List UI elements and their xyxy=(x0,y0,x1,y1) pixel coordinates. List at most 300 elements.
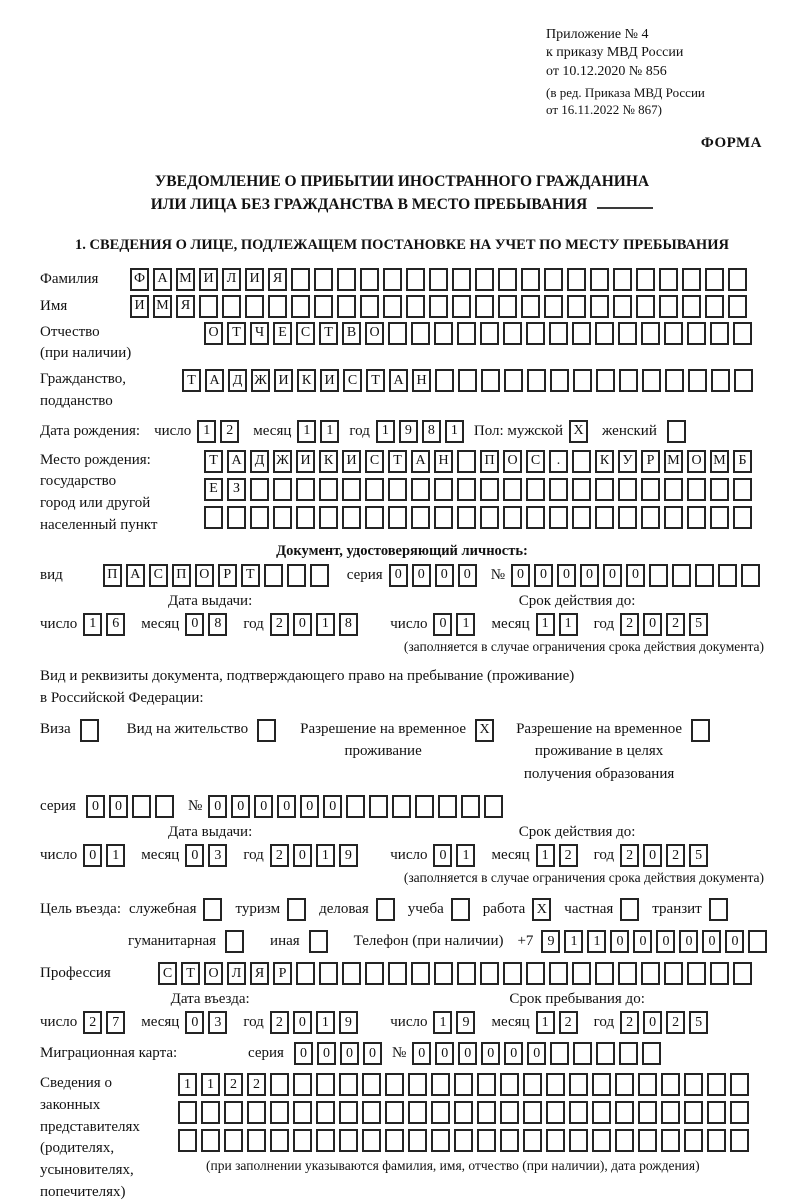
char-box[interactable] xyxy=(620,898,639,921)
char-box[interactable]: 8 xyxy=(422,420,441,443)
char-box[interactable] xyxy=(431,1129,450,1152)
temp-residence-education-checkbox[interactable] xyxy=(691,719,714,742)
char-box[interactable]: 1 xyxy=(445,420,464,443)
char-box[interactable]: 0 xyxy=(580,564,599,587)
char-box[interactable] xyxy=(664,322,683,345)
char-box[interactable] xyxy=(710,478,729,501)
char-box[interactable]: 0 xyxy=(603,564,622,587)
char-box[interactable] xyxy=(475,295,494,318)
char-box[interactable]: 6 xyxy=(106,613,125,636)
char-box[interactable] xyxy=(385,1073,404,1096)
char-box[interactable]: 1 xyxy=(320,420,339,443)
char-box[interactable] xyxy=(569,1073,588,1096)
char-box[interactable] xyxy=(287,898,306,921)
char-box[interactable]: 2 xyxy=(666,844,685,867)
char-box[interactable]: 1 xyxy=(316,613,335,636)
char-box[interactable] xyxy=(500,1101,519,1124)
char-box[interactable]: 0 xyxy=(458,564,477,587)
char-box[interactable] xyxy=(728,268,747,291)
char-box[interactable] xyxy=(544,295,563,318)
doc-issue-month-boxes[interactable] xyxy=(185,613,231,636)
char-box[interactable]: 2 xyxy=(666,1011,685,1034)
char-box[interactable] xyxy=(342,962,361,985)
representatives-row3-boxes[interactable] xyxy=(178,1129,753,1152)
char-box[interactable] xyxy=(477,1129,496,1152)
char-box[interactable]: И xyxy=(245,268,264,291)
char-box[interactable] xyxy=(592,1073,611,1096)
char-box[interactable]: 0 xyxy=(293,1011,312,1034)
char-box[interactable] xyxy=(550,369,569,392)
char-box[interactable] xyxy=(264,564,283,587)
char-box[interactable]: Ж xyxy=(251,369,270,392)
char-box[interactable] xyxy=(619,369,638,392)
char-box[interactable]: . xyxy=(549,450,568,473)
char-box[interactable]: 0 xyxy=(293,844,312,867)
char-box[interactable] xyxy=(667,420,686,443)
char-box[interactable]: Ф xyxy=(130,268,149,291)
char-box[interactable] xyxy=(314,268,333,291)
char-box[interactable]: 0 xyxy=(643,613,662,636)
char-box[interactable] xyxy=(293,1101,312,1124)
char-box[interactable]: 0 xyxy=(433,613,452,636)
char-box[interactable] xyxy=(733,506,752,529)
char-box[interactable] xyxy=(316,1101,335,1124)
birth-year-boxes[interactable] xyxy=(376,420,468,443)
char-box[interactable]: О xyxy=(195,564,214,587)
char-box[interactable] xyxy=(526,478,545,501)
char-box[interactable]: 0 xyxy=(679,930,698,953)
char-box[interactable] xyxy=(406,295,425,318)
char-box[interactable]: 5 xyxy=(689,613,708,636)
char-box[interactable]: 0 xyxy=(277,795,296,818)
char-box[interactable]: И xyxy=(296,450,315,473)
temp-residence-checkbox[interactable] xyxy=(475,719,498,742)
char-box[interactable]: С xyxy=(149,564,168,587)
char-box[interactable] xyxy=(638,1101,657,1124)
char-box[interactable] xyxy=(225,930,244,953)
char-box[interactable] xyxy=(273,506,292,529)
char-box[interactable] xyxy=(388,322,407,345)
char-box[interactable] xyxy=(268,295,287,318)
char-box[interactable] xyxy=(408,1073,427,1096)
char-box[interactable] xyxy=(549,962,568,985)
char-box[interactable] xyxy=(457,506,476,529)
char-box[interactable] xyxy=(664,962,683,985)
char-box[interactable] xyxy=(454,1101,473,1124)
char-box[interactable] xyxy=(316,1073,335,1096)
char-box[interactable] xyxy=(705,295,724,318)
residence-expiry-day-boxes[interactable] xyxy=(433,844,479,867)
char-box[interactable] xyxy=(705,268,724,291)
char-box[interactable]: 1 xyxy=(433,1011,452,1034)
char-box[interactable] xyxy=(477,1101,496,1124)
patronymic-boxes[interactable] xyxy=(204,322,756,345)
char-box[interactable] xyxy=(376,898,395,921)
char-box[interactable]: X xyxy=(532,898,551,921)
char-box[interactable] xyxy=(411,962,430,985)
char-box[interactable] xyxy=(503,478,522,501)
char-box[interactable] xyxy=(572,478,591,501)
char-box[interactable] xyxy=(641,506,660,529)
char-box[interactable]: О xyxy=(365,322,384,345)
citizenship-boxes[interactable] xyxy=(182,369,757,392)
char-box[interactable] xyxy=(383,268,402,291)
char-box[interactable] xyxy=(457,322,476,345)
char-box[interactable]: С xyxy=(158,962,177,985)
char-box[interactable]: 0 xyxy=(254,795,273,818)
char-box[interactable]: 2 xyxy=(224,1073,243,1096)
char-box[interactable]: 1 xyxy=(297,420,316,443)
char-box[interactable] xyxy=(549,506,568,529)
char-box[interactable]: 0 xyxy=(412,1042,431,1065)
char-box[interactable]: 0 xyxy=(300,795,319,818)
char-box[interactable]: И xyxy=(199,268,218,291)
char-box[interactable]: 0 xyxy=(185,844,204,867)
char-box[interactable] xyxy=(618,478,637,501)
char-box[interactable] xyxy=(748,930,767,953)
char-box[interactable] xyxy=(590,295,609,318)
char-box[interactable]: 1 xyxy=(536,613,555,636)
char-box[interactable] xyxy=(709,898,728,921)
residence-issue-year-boxes[interactable] xyxy=(270,844,362,867)
char-box[interactable] xyxy=(590,268,609,291)
char-box[interactable] xyxy=(728,295,747,318)
char-box[interactable] xyxy=(503,322,522,345)
char-box[interactable] xyxy=(636,295,655,318)
char-box[interactable] xyxy=(132,795,151,818)
char-box[interactable] xyxy=(711,369,730,392)
char-box[interactable]: 0 xyxy=(363,1042,382,1065)
char-box[interactable] xyxy=(527,369,546,392)
char-box[interactable]: О xyxy=(503,450,522,473)
char-box[interactable]: Т xyxy=(241,564,260,587)
char-box[interactable] xyxy=(296,506,315,529)
char-box[interactable] xyxy=(615,1073,634,1096)
char-box[interactable] xyxy=(360,295,379,318)
char-box[interactable]: 3 xyxy=(208,1011,227,1034)
char-box[interactable]: 1 xyxy=(536,844,555,867)
phone-boxes[interactable] xyxy=(541,930,771,953)
char-box[interactable] xyxy=(270,1073,289,1096)
char-box[interactable] xyxy=(314,295,333,318)
char-box[interactable]: 1 xyxy=(564,930,583,953)
residence-number-boxes[interactable] xyxy=(208,795,507,818)
visa-checkbox[interactable] xyxy=(80,719,103,742)
char-box[interactable] xyxy=(342,506,361,529)
char-box[interactable] xyxy=(592,1101,611,1124)
char-box[interactable] xyxy=(270,1129,289,1152)
char-box[interactable] xyxy=(688,369,707,392)
char-box[interactable]: Т xyxy=(388,450,407,473)
char-box[interactable] xyxy=(365,506,384,529)
char-box[interactable] xyxy=(573,369,592,392)
sex-female-checkbox[interactable] xyxy=(667,420,690,443)
char-box[interactable] xyxy=(431,1073,450,1096)
char-box[interactable] xyxy=(392,795,411,818)
doc-number-boxes[interactable] xyxy=(511,564,764,587)
char-box[interactable]: Л xyxy=(227,962,246,985)
char-box[interactable] xyxy=(549,478,568,501)
char-box[interactable] xyxy=(710,506,729,529)
char-box[interactable]: 0 xyxy=(412,564,431,587)
char-box[interactable] xyxy=(546,1129,565,1152)
char-box[interactable] xyxy=(504,369,523,392)
char-box[interactable]: А xyxy=(205,369,224,392)
char-box[interactable] xyxy=(595,962,614,985)
char-box[interactable] xyxy=(567,295,586,318)
char-box[interactable]: 2 xyxy=(247,1073,266,1096)
char-box[interactable]: К xyxy=(319,450,338,473)
char-box[interactable] xyxy=(245,295,264,318)
char-box[interactable] xyxy=(641,962,660,985)
char-box[interactable]: М xyxy=(710,450,729,473)
char-box[interactable]: Н xyxy=(412,369,431,392)
birth-place-row1-boxes[interactable] xyxy=(204,450,756,473)
char-box[interactable] xyxy=(544,268,563,291)
birth-place-row2-boxes[interactable] xyxy=(204,478,756,501)
stay-month-boxes[interactable] xyxy=(536,1011,582,1034)
char-box[interactable]: М xyxy=(176,268,195,291)
char-box[interactable] xyxy=(201,1129,220,1152)
char-box[interactable]: Р xyxy=(218,564,237,587)
char-box[interactable]: 2 xyxy=(620,844,639,867)
char-box[interactable]: Н xyxy=(434,450,453,473)
char-box[interactable]: 2 xyxy=(620,613,639,636)
char-box[interactable]: 1 xyxy=(316,1011,335,1034)
char-box[interactable] xyxy=(498,268,517,291)
char-box[interactable] xyxy=(684,1129,703,1152)
char-box[interactable]: 1 xyxy=(178,1073,197,1096)
char-box[interactable] xyxy=(293,1129,312,1152)
char-box[interactable]: И xyxy=(274,369,293,392)
char-box[interactable]: 0 xyxy=(231,795,250,818)
char-box[interactable] xyxy=(659,268,678,291)
char-box[interactable]: 9 xyxy=(339,1011,358,1034)
char-box[interactable]: 0 xyxy=(534,564,553,587)
char-box[interactable]: 3 xyxy=(208,844,227,867)
char-box[interactable]: 0 xyxy=(504,1042,523,1065)
char-box[interactable] xyxy=(369,795,388,818)
char-box[interactable] xyxy=(480,506,499,529)
char-box[interactable] xyxy=(337,268,356,291)
char-box[interactable] xyxy=(733,322,752,345)
char-box[interactable] xyxy=(250,506,269,529)
char-box[interactable]: С xyxy=(296,322,315,345)
char-box[interactable] xyxy=(521,295,540,318)
char-box[interactable]: О xyxy=(204,322,223,345)
char-box[interactable] xyxy=(457,478,476,501)
char-box[interactable] xyxy=(203,898,222,921)
char-box[interactable] xyxy=(204,506,223,529)
char-box[interactable] xyxy=(438,795,457,818)
char-box[interactable] xyxy=(257,719,276,742)
char-box[interactable] xyxy=(618,322,637,345)
char-box[interactable]: 0 xyxy=(433,844,452,867)
char-box[interactable]: 5 xyxy=(689,1011,708,1034)
char-box[interactable] xyxy=(411,322,430,345)
char-box[interactable]: А xyxy=(411,450,430,473)
stay-year-boxes[interactable] xyxy=(620,1011,712,1034)
char-box[interactable] xyxy=(523,1073,542,1096)
doc-expiry-month-boxes[interactable] xyxy=(536,613,582,636)
char-box[interactable] xyxy=(319,506,338,529)
char-box[interactable]: Т xyxy=(182,369,201,392)
birth-place-row3-boxes[interactable] xyxy=(204,506,756,529)
char-box[interactable]: Я xyxy=(176,295,195,318)
char-box[interactable] xyxy=(339,1129,358,1152)
residence-series-boxes[interactable] xyxy=(86,795,178,818)
char-box[interactable] xyxy=(293,1073,312,1096)
entry-month-boxes[interactable] xyxy=(185,1011,231,1034)
char-box[interactable] xyxy=(549,322,568,345)
char-box[interactable]: М xyxy=(664,450,683,473)
char-box[interactable] xyxy=(498,295,517,318)
char-box[interactable] xyxy=(431,1101,450,1124)
char-box[interactable] xyxy=(642,369,661,392)
char-box[interactable] xyxy=(730,1073,749,1096)
char-box[interactable]: 1 xyxy=(587,930,606,953)
char-box[interactable] xyxy=(362,1129,381,1152)
char-box[interactable]: 0 xyxy=(109,795,128,818)
char-box[interactable]: М xyxy=(153,295,172,318)
char-box[interactable]: 2 xyxy=(559,1011,578,1034)
char-box[interactable]: С xyxy=(365,450,384,473)
char-box[interactable] xyxy=(546,1101,565,1124)
char-box[interactable]: З xyxy=(227,478,246,501)
char-box[interactable] xyxy=(346,795,365,818)
char-box[interactable]: 0 xyxy=(86,795,105,818)
char-box[interactable] xyxy=(316,1129,335,1152)
char-box[interactable] xyxy=(287,564,306,587)
char-box[interactable]: Е xyxy=(273,322,292,345)
given-name-boxes[interactable] xyxy=(130,295,751,318)
char-box[interactable] xyxy=(362,1101,381,1124)
char-box[interactable] xyxy=(388,478,407,501)
char-box[interactable]: С xyxy=(343,369,362,392)
char-box[interactable]: 0 xyxy=(702,930,721,953)
char-box[interactable] xyxy=(730,1101,749,1124)
purpose-study-checkbox[interactable] xyxy=(451,898,474,921)
char-box[interactable] xyxy=(567,268,586,291)
char-box[interactable] xyxy=(319,478,338,501)
char-box[interactable]: 0 xyxy=(643,1011,662,1034)
char-box[interactable] xyxy=(500,1073,519,1096)
char-box[interactable]: 1 xyxy=(559,613,578,636)
char-box[interactable]: 8 xyxy=(208,613,227,636)
birth-month-boxes[interactable] xyxy=(297,420,343,443)
char-box[interactable] xyxy=(475,268,494,291)
mk-series-boxes[interactable] xyxy=(294,1042,386,1065)
char-box[interactable] xyxy=(595,506,614,529)
char-box[interactable] xyxy=(310,564,329,587)
char-box[interactable] xyxy=(388,506,407,529)
char-box[interactable]: П xyxy=(103,564,122,587)
char-box[interactable] xyxy=(672,564,691,587)
char-box[interactable] xyxy=(642,1042,661,1065)
surname-boxes[interactable] xyxy=(130,268,751,291)
doc-expiry-year-boxes[interactable] xyxy=(620,613,712,636)
char-box[interactable] xyxy=(480,478,499,501)
char-box[interactable] xyxy=(707,1129,726,1152)
char-box[interactable]: А xyxy=(389,369,408,392)
char-box[interactable]: Ж xyxy=(273,450,292,473)
char-box[interactable]: 1 xyxy=(106,844,125,867)
char-box[interactable] xyxy=(503,962,522,985)
char-box[interactable]: 2 xyxy=(666,613,685,636)
char-box[interactable]: Т xyxy=(204,450,223,473)
char-box[interactable]: П xyxy=(172,564,191,587)
char-box[interactable] xyxy=(682,295,701,318)
char-box[interactable] xyxy=(452,295,471,318)
char-box[interactable] xyxy=(385,1101,404,1124)
char-box[interactable] xyxy=(682,268,701,291)
char-box[interactable]: Ч xyxy=(250,322,269,345)
char-box[interactable]: Т xyxy=(319,322,338,345)
char-box[interactable] xyxy=(664,506,683,529)
char-box[interactable] xyxy=(613,268,632,291)
char-box[interactable] xyxy=(592,1129,611,1152)
char-box[interactable] xyxy=(291,268,310,291)
char-box[interactable]: 0 xyxy=(643,844,662,867)
char-box[interactable] xyxy=(687,962,706,985)
char-box[interactable] xyxy=(526,962,545,985)
char-box[interactable] xyxy=(638,1073,657,1096)
char-box[interactable]: А xyxy=(227,450,246,473)
char-box[interactable]: Р xyxy=(273,962,292,985)
purpose-official-checkbox[interactable] xyxy=(203,898,226,921)
char-box[interactable] xyxy=(661,1129,680,1152)
char-box[interactable]: 9 xyxy=(541,930,560,953)
char-box[interactable] xyxy=(618,506,637,529)
char-box[interactable] xyxy=(291,295,310,318)
char-box[interactable]: 1 xyxy=(83,613,102,636)
char-box[interactable] xyxy=(383,295,402,318)
char-box[interactable] xyxy=(454,1073,473,1096)
char-box[interactable] xyxy=(596,369,615,392)
char-box[interactable]: В xyxy=(342,322,361,345)
char-box[interactable]: А xyxy=(153,268,172,291)
purpose-private-checkbox[interactable] xyxy=(620,898,643,921)
char-box[interactable] xyxy=(247,1101,266,1124)
char-box[interactable]: 0 xyxy=(458,1042,477,1065)
char-box[interactable] xyxy=(665,369,684,392)
char-box[interactable] xyxy=(730,1129,749,1152)
char-box[interactable]: И xyxy=(342,450,361,473)
char-box[interactable] xyxy=(523,1101,542,1124)
char-box[interactable] xyxy=(227,506,246,529)
char-box[interactable] xyxy=(452,268,471,291)
char-box[interactable]: Т xyxy=(366,369,385,392)
char-box[interactable] xyxy=(408,1129,427,1152)
char-box[interactable]: Л xyxy=(222,268,241,291)
char-box[interactable] xyxy=(434,322,453,345)
char-box[interactable]: 0 xyxy=(481,1042,500,1065)
char-box[interactable] xyxy=(360,268,379,291)
char-box[interactable] xyxy=(451,898,470,921)
char-box[interactable]: 2 xyxy=(220,420,239,443)
char-box[interactable] xyxy=(155,795,174,818)
char-box[interactable] xyxy=(741,564,760,587)
char-box[interactable]: 2 xyxy=(270,844,289,867)
char-box[interactable] xyxy=(296,962,315,985)
char-box[interactable] xyxy=(613,295,632,318)
char-box[interactable]: Я xyxy=(250,962,269,985)
char-box[interactable] xyxy=(733,478,752,501)
char-box[interactable] xyxy=(342,478,361,501)
char-box[interactable] xyxy=(80,719,99,742)
char-box[interactable] xyxy=(199,295,218,318)
char-box[interactable] xyxy=(224,1129,243,1152)
